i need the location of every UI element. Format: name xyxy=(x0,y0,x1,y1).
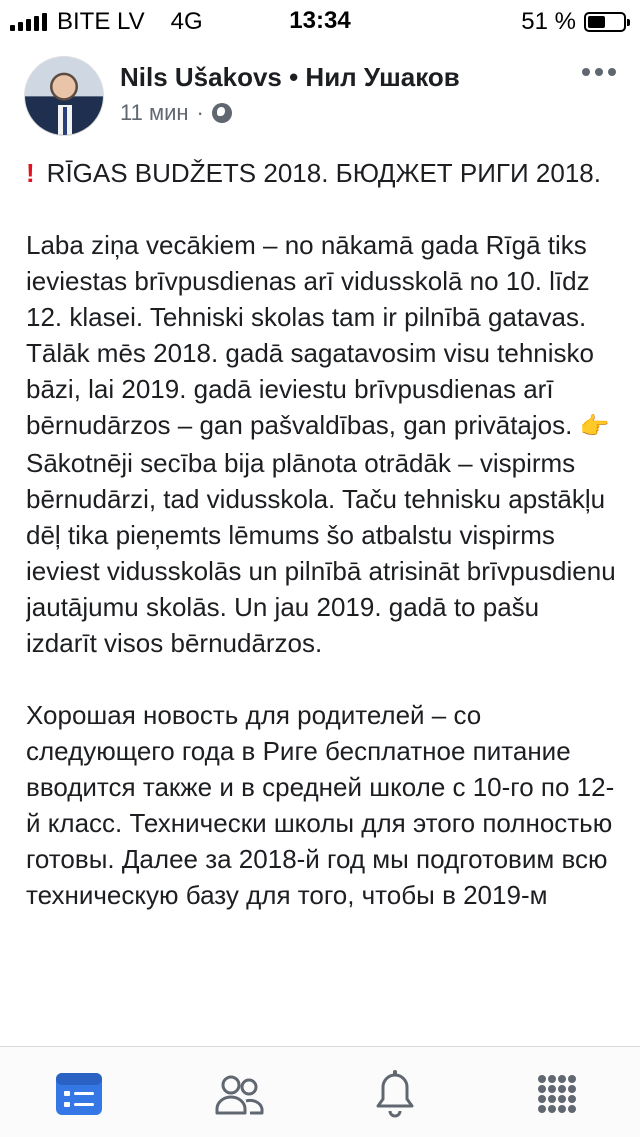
paragraph-text: Хорошая новость для родителей – со следующего года в Риге бесплатное питание вводится также и в средней школе с 10-го по 12-й класс. Технически школы для этого полностью готовы. Далее за 2018-й год мы подготовим всю техническую базу для того, чтобы в 2019-м xyxy=(26,700,615,910)
post-header xyxy=(0,40,640,150)
grid-menu-icon xyxy=(536,1073,578,1115)
clock: 13:34 xyxy=(289,7,351,34)
more-dots-icon[interactable] xyxy=(582,68,616,76)
globe-icon xyxy=(212,103,232,123)
news-feed-icon xyxy=(54,1071,104,1117)
avatar[interactable] xyxy=(24,56,104,136)
tab-groups[interactable] xyxy=(214,1069,264,1119)
battery-icon xyxy=(584,12,626,32)
paragraph-text: Laba ziņa vecākiem – no nākamā gada Rīgā tiks ieviestas brīvpusdienas arī vidusskolā no 10. līdz 12. klasei. Tehniski skolas tam ir pilnībā gatavas. Tālāk mēs 2018. gadā sagatavosim visu tehnisko bāzi, lai 2019. gadā ieviestu brīvpusdienas arī bērnudārzos – gan pašvaldības, gan privātajos. xyxy=(26,230,594,440)
bell-icon xyxy=(372,1069,418,1119)
tab-news-feed[interactable] xyxy=(54,1069,104,1119)
post-paragraph xyxy=(26,155,616,191)
post-headline: RĪGAS BUDŽETS 2018. БЮДЖЕТ РИГИ 2018. xyxy=(46,158,601,188)
post-text xyxy=(26,155,616,1045)
tab-notifications[interactable] xyxy=(370,1069,420,1119)
carrier-name: BITE LV xyxy=(57,8,145,35)
groups-icon xyxy=(214,1071,264,1117)
meta-separator: · xyxy=(196,100,204,125)
pointing-hand-icon: 👉 xyxy=(579,413,610,440)
author-name[interactable]: Nils Ušakovs • Нил Ушаков xyxy=(120,62,460,92)
post-paragraph xyxy=(26,227,616,661)
status-bar xyxy=(0,0,640,40)
paragraph-text: Sākotnēji secība bija plānota otrādāk – vispirms bērnudārzi, tad vidusskola. Taču tehnisku apstākļu dēļ tika pieņemts lēmums šo atbalstu vispirms ieviest vidusskolās un pilnībā atrisināt brīvpusdienu jautājumu skolās. Un jau 2019. gadā to pašu izdarīt visos bērnudārzos. xyxy=(26,448,616,658)
post-meta xyxy=(120,100,232,126)
post-time[interactable]: 11 мин xyxy=(120,100,189,125)
bottom-tab-bar xyxy=(0,1046,640,1137)
battery-percent: 51 % xyxy=(521,8,576,35)
network-type: 4G xyxy=(170,8,203,35)
exclamation-icon: ! xyxy=(26,158,35,188)
tab-menu[interactable] xyxy=(532,1069,582,1119)
post-paragraph xyxy=(26,697,616,913)
